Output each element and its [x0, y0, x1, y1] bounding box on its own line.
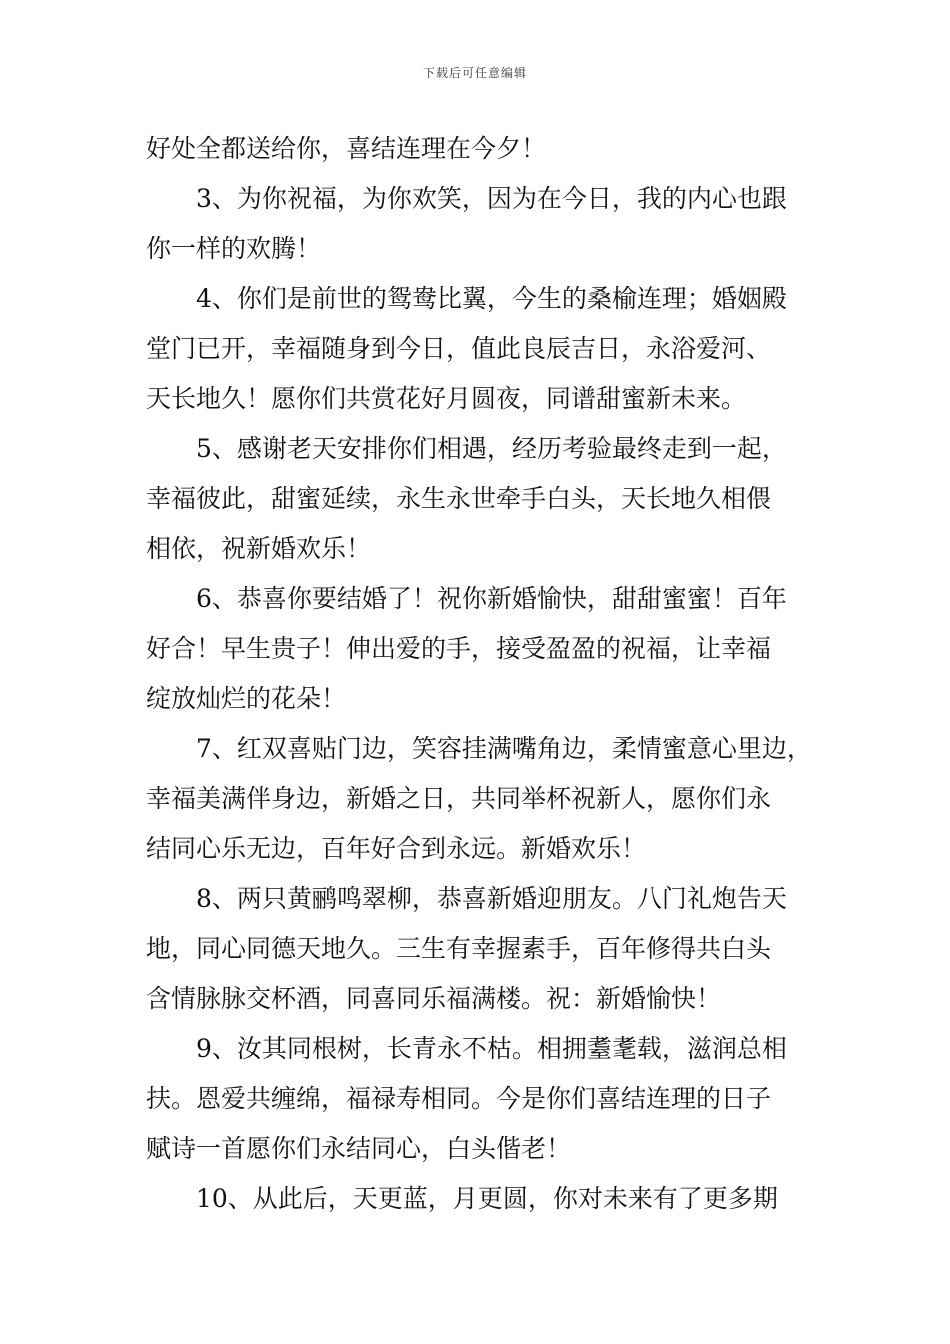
text-line: 幸福美满伴身边，新婚之日，共同举杯祝新人，愿你们永 — [146, 784, 772, 813]
text-line: 9、汝其同根树，长青永不枯。相拥耋耄载，滋润总相 — [196, 1034, 787, 1063]
text-line: 4、你们是前世的鸳鸯比翼，今生的桑榆连理；婚姻殿 — [196, 284, 787, 313]
text-line: 7、红双喜贴门边，笑容挂满嘴角边，柔情蜜意心里边， — [196, 734, 812, 763]
text-line: 好处全都送给你，喜结连理在今夕！ — [146, 134, 547, 163]
text-line: 幸福彼此，甜蜜延续，永生永世牵手白头，天长地久相偎 — [146, 484, 772, 513]
text-line: 3、为你祝福，为你欢笑，因为在今日，我的内心也跟 — [196, 184, 787, 213]
page-header: 下载后可任意编辑 — [422, 66, 527, 80]
text-line: 天长地久！愿你们共赏花好月圆夜，同谱甜蜜新未来。 — [146, 384, 747, 413]
text-line: 结同心乐无边，百年好合到永远。新婚欢乐！ — [146, 834, 647, 863]
text-line: 8、两只黄鹂鸣翠柳，恭喜新婚迎朋友。八门礼炮告天 — [196, 884, 787, 913]
text-line: 好合！早生贵子！伸出爱的手，接受盈盈的祝福，让幸福 — [146, 634, 772, 663]
text-line: 含情脉脉交杯酒，同喜同乐福满楼。祝：新婚愉快！ — [146, 984, 722, 1013]
text-line: 10、从此后，天更蓝，月更圆，你对未来有了更多期 — [196, 1184, 778, 1213]
text-line: 扶。恩爱共缠绵，福禄寿相同。今是你们喜结连理的日子 — [146, 1084, 772, 1113]
text-line: 绽放灿烂的花朵！ — [146, 684, 347, 713]
document-body — [146, 124, 814, 1224]
text-line: 地，同心同德天地久。三生有幸握素手，百年修得共白头 — [146, 934, 772, 963]
text-line: 你一样的欢腾！ — [146, 234, 322, 263]
text-line: 5、感谢老天安排你们相遇，经历考验最终走到一起， — [196, 434, 787, 463]
text-line: 相依，祝新婚欢乐！ — [146, 534, 372, 563]
text-line: 堂门已开，幸福随身到今日，值此良辰吉日，永浴爱河、 — [146, 334, 772, 363]
text-line: 6、恭喜你要结婚了！祝你新婚愉快，甜甜蜜蜜！百年 — [196, 584, 787, 613]
text-line: 赋诗一首愿你们永结同心，白头偕老！ — [146, 1134, 572, 1163]
